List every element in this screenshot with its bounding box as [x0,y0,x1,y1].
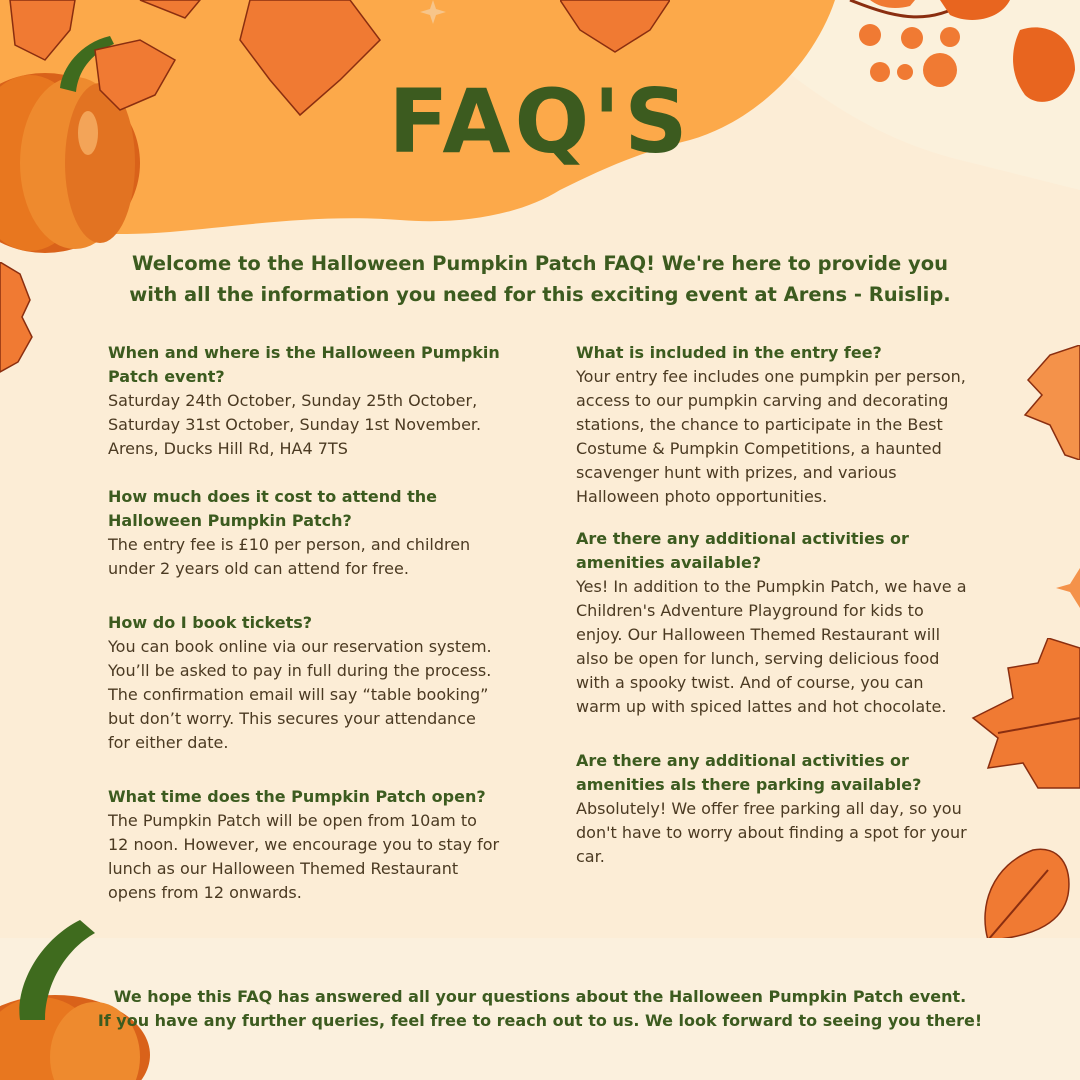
faq-answer: You can book online via our reservation system. You’ll be asked to pay in full during the process. The confirmation email will say “table booking” but don’t worry. This secures your attendance for either date. [108,637,492,752]
faq-item [108,341,500,461]
faq-column-right [576,341,968,869]
maple-leaf-icon [978,845,1073,940]
footer-line-2: If you have any further queries, feel free to reach out to us. We look forward to seeing you there! [97,1011,983,1030]
faq-item [108,485,500,581]
maple-leaf-icon [968,638,1080,798]
faq-question: What is included in the entry fee? [576,343,882,362]
faq-question: Are there any additional activities or amenities als there parking available? [576,751,922,794]
faq-question: How much does it cost to attend the Halloween Pumpkin Patch? [108,487,438,530]
sparkle-icon [418,0,448,26]
faq-item [108,785,500,905]
faq-question: What time does the Pumpkin Patch open? [108,787,486,806]
intro-text: Welcome to the Halloween Pumpkin Patch FAQ! We're here to provide you with all the information you need for this exciting event at Arens - Ruislip. [129,252,951,306]
maple-leaf-icon [0,262,34,374]
faq-item [576,749,968,869]
maple-leaf-icon [560,0,670,55]
faq-answer: Saturday 24th October, Sunday 25th October, Saturday 31st October, Sunday 1st November. Arens, Ducks Hill Rd, HA4 7TS [108,391,482,458]
faq-question: When and where is the Halloween Pumpkin Patch event? [108,343,500,386]
footer-text [70,985,1010,1033]
faq-item [108,611,500,755]
faq-answer: Absolutely! We offer free parking all day, so you don't have to worry about finding a spot for your car. [576,799,967,866]
faq-item [576,527,968,719]
faq-answer: The entry fee is £10 per person, and children under 2 years old can attend for free. [108,535,471,578]
page-title: FAQ'S [388,70,692,173]
faq-column-left [108,341,500,905]
faq-question: Are there any additional activities or amenities available? [576,529,909,572]
faq-answer: Yes! In addition to the Pumpkin Patch, we have a Children's Adventure Playground for kids to enjoy. Our Halloween Themed Restaurant will also be open for lunch, serving delicious food with a spooky twist. And of course, you can warm up with spiced lattes and hot chocolate. [576,577,967,716]
faq-item [576,341,968,509]
footer-line-1: We hope this FAQ has answered all your questions about the Halloween Pumpkin Patch event. [113,987,967,1006]
faq-answer: The Pumpkin Patch will be open from 10am to 12 noon. However, we encourage you to stay for lunch as our Halloween Themed Restaurant opens from 12 onwards. [108,811,500,902]
maple-leaf-icon [1020,345,1080,460]
faq-answer: Your entry fee includes one pumpkin per person, access to our pumpkin carving and decorating stations, the chance to participate in the Best Costume & Pumpkin Competitions, a haunted scavenger hunt with prizes, and various Halloween photo opportunities. [576,367,966,506]
faq-question: How do I book tickets? [108,613,313,632]
sparkle-icon [1056,568,1080,608]
